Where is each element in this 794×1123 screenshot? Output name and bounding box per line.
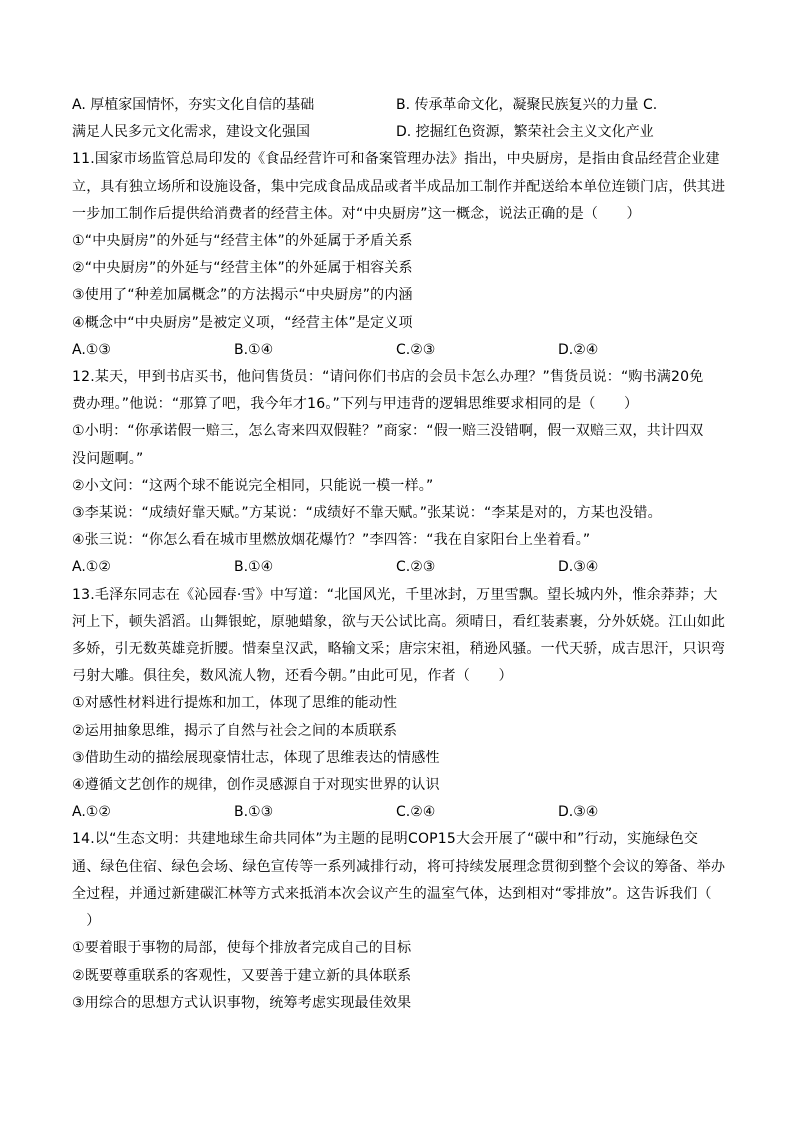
q14-stem-line: 全过程，并通过新建碳汇林等方式来抵消本次会议产生的温室气体，达到相对“零排放”。这告诉我们（ [72, 885, 712, 902]
q12-option-c: C.②③ [396, 559, 436, 576]
q12-item-4: ④张三说：“你怎么看在城市里燃放烟花爆竹？”李四答：“我在自家阳台上坐着看。” [72, 532, 591, 549]
question-11 [72, 146, 726, 364]
q12-option-b: B.①④ [234, 559, 274, 576]
question-12 [72, 364, 722, 582]
q13-stem-line: 弓射大雕。俱往矣，数风流人物，还看今朝。”由此可见，作者（ ） [72, 668, 513, 685]
q13-option-a: A.①② [72, 804, 111, 821]
q10-option-a: A. 厚植家国情怀，夯实文化自信的基础 [72, 97, 315, 113]
q13-item-1: ①对感性材料进行提炼和加工，体现了思维的能动性 [72, 695, 398, 712]
q11-stem-line: 11.国家市场监管总局印发的《食品经营许可和备案管理办法》指出，中央厨房，是指由食品经营企业建 [72, 151, 720, 168]
q13-option-d: D.③④ [558, 804, 599, 821]
q13-stem-line: 河上下，顿失滔滔。山舞银蛇，原驰蜡象，欲与天公试比高。须晴日，看红装素裹，分外妖娆。江山如此 [72, 613, 726, 630]
q10-option-d: D. 挖掘红色资源，繁荣社会主义文化产业 [396, 124, 654, 141]
q11-stem-line: 一步加工制作后提供给消费者的经营主体。对“中央厨房”这一概念，说法正确的是（ ） [72, 205, 641, 222]
q13-item-4: ④遵循文艺创作的规律，创作灵感源自于对现实世界的认识 [72, 777, 440, 794]
q11-option-c: C.②③ [396, 341, 436, 358]
q11-item-2: ②“中央厨房”的外延与“经营主体”的外延属于相容关系 [72, 260, 413, 277]
exam-page [72, 92, 726, 1017]
q14-stem-line: 14.以“生态文明：共建地球生命共同体”为主题的昆明COP15大会开展了“碳中和”行动，实施绿色交 [72, 831, 699, 848]
q12-option-a: A.①② [72, 559, 111, 576]
q12-item-1: ①小明：“你承诺假一赔三，怎么寄来四双假鞋？”商家：“假一赔三没错啊，假一双赔三双，共计四双 [72, 423, 704, 440]
q12-option-d: D.③④ [558, 559, 599, 576]
q12-item-1-cont: 没问题啊。” [72, 450, 144, 467]
q13-stem-line: 13.毛泽东同志在《沁园春·雪》中写道：“北国风光，千里冰封，万里雪飘。望长城内外，惟余莽莽；大 [72, 586, 718, 603]
q11-item-1: ①“中央厨房”的外延与“经营主体”的外延属于矛盾关系 [72, 233, 413, 250]
q11-option-a: A.①③ [72, 341, 111, 358]
q13-item-2: ②运用抽象思维，揭示了自然与社会之间的本质联系 [72, 722, 398, 739]
q11-option-b: B.①④ [234, 341, 274, 358]
q14-item-1: ①要着眼于事物的局部，使每个排放者完成自己的目标 [72, 940, 412, 957]
q12-item-2: ②小文问：“这两个球不能说完全相同，只能说一模一样。” [72, 477, 434, 494]
q12-item-3: ③李某说：“成绩好靠天赋。”方某说：“成绩好不靠天赋。”张某说：“李某是对的，方某也没错。 [72, 505, 662, 522]
q11-option-d: D.②④ [558, 341, 599, 358]
q13-stem-line: 多娇，引无数英雄竞折腰。惜秦皇汉武，略输文采；唐宗宋祖，稍逊风骚。一代天骄，成吉思汗，只识弯 [72, 641, 726, 658]
q10-option-c: 满足人民多元文化需求，建设文化强国 [72, 124, 310, 141]
q14-item-2: ②既要尊重联系的客观性，又要善于建立新的具体联系 [72, 967, 412, 984]
q11-item-4: ④概念中“中央厨房”是被定义项，“经营主体”是定义项 [72, 314, 413, 331]
question-13 [72, 582, 726, 827]
q12-stem-line: 费办理。”他说：“那算了吧，我今年才16。”下列与甲违背的逻辑思维要求相同的是（ ） [72, 396, 639, 413]
q10-options-row-1 [72, 92, 722, 119]
q12-stem-line: 12.某天，甲到书店买书，他问售货员：“请问你们书店的会员卡怎么办理？”售货员说：“购书满20免 [72, 369, 704, 386]
q11-item-3: ③使用了“种差加属概念”的方法揭示“中央厨房”的内涵 [72, 287, 413, 304]
question-14 [72, 826, 726, 1016]
q14-stem-line: 通、绿色住宿、绿色会场、绿色宣传等一系列减排行动，将可持续发展理念贯彻到整个会议的筹备、举办 [72, 858, 726, 875]
q13-item-3: ③借助生动的描绘展现豪情壮志，体现了思维表达的情感性 [72, 749, 440, 766]
q14-stem-line: ） [72, 913, 101, 930]
q11-options [72, 337, 722, 364]
q13-options [72, 799, 722, 826]
q14-item-3: ③用综合的思想方式认识事物，统筹考虑实现最佳效果 [72, 994, 412, 1011]
q12-options [72, 554, 722, 581]
q10-option-b: B. 传承革命文化，凝聚民族复兴的力量 C. [396, 97, 658, 113]
q13-option-b: B.①③ [234, 804, 274, 821]
q10-options-row-2 [72, 119, 722, 146]
q13-option-c: C.②④ [396, 804, 436, 821]
q11-stem-line: 立，具有独立场所和设施设备，集中完成食品成品或者半成品加工制作并配送给本单位连锁门店，供其进 [72, 178, 726, 195]
